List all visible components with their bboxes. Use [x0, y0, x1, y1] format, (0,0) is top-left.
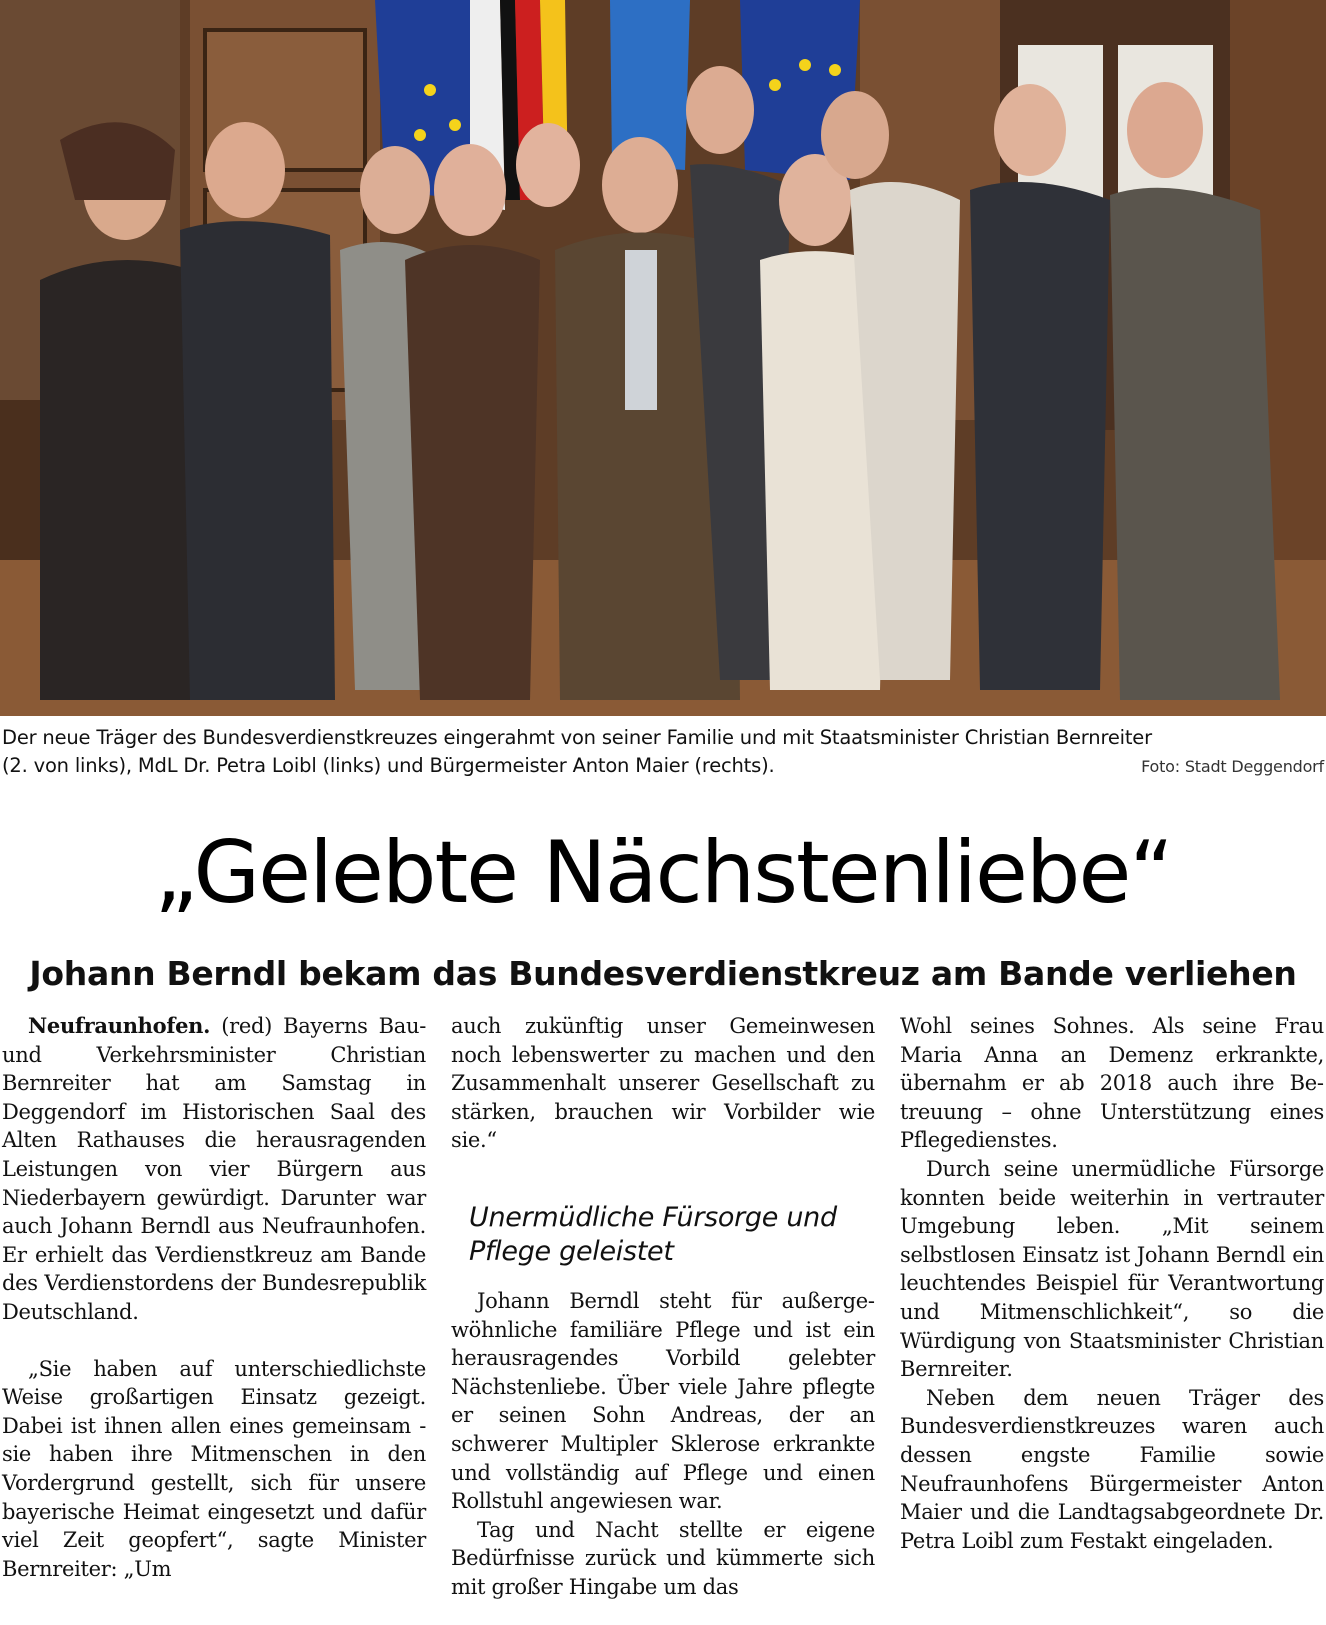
paragraph-8: Neben dem neuen Träger des Bundesverdienstkreuzes waren auch dessen engste Familie sowie Neufraunhofens Bürgermeister Anton Maier und die Landtagsabgeordnete Dr. Petra Loibl zum Festakt eingeladen.	[900, 1385, 1324, 1553]
photo-caption	[2, 724, 1324, 781]
subheadline: Johann Berndl bekam das Bundesverdienstkreuz am Bande verliehen	[29, 954, 1297, 993]
paragraph-1	[2, 1012, 426, 1327]
caption-line-1: Der neue Träger des Bundesverdienstkreuzes eingerahmt von seiner Familie und mit Staatsminister Christian Bernreiter	[2, 726, 1152, 749]
paragraph-4: Johann Berndl steht für außergewöhnliche familiäre Pflege und ist ein herausragendes Vorbild gelebter Nächstenliebe. Über viele Jahre pflegte er seinen Sohn Andreas, der an schwerer Multipler Sklerose erkrankte und vollständig auf Pflege und einen Rollstuhl angewiesen war.	[451, 1288, 875, 1514]
article-column-3	[900, 1012, 1324, 1555]
paragraph-1-text: (red) Bayerns Bau- und Verkehrsminister Christian Bernreiter hat am Samstag in Deggendorf im Historischen Saal des Alten Rathauses die herausragenden Leistungen von vier Bürgern aus Niederbayern gewürdigt. Darunter war auch Johann Berndl aus Neufraunhofen. Er erhielt das Verdienstkreuz am Bande des Verdienstordens der Bundesrepublik Deutschland.	[2, 1014, 426, 1324]
paragraph-5: Tag und Nacht stellte er eigene Bedürfnisse zurück und kümmerte sich mit großer Hingabe um das	[451, 1517, 875, 1599]
section-subtitle: Unermüdliche Fürsorge und Pflege geleistet	[469, 1201, 837, 1267]
caption-line-2: (2. von links), MdL Dr. Petra Loibl (links) und Bürgermeister Anton Maier (rechts).	[2, 754, 775, 777]
paragraph-3: auch zukünftig unser Gemeinwesen noch lebenswerter zu machen und den Zusammenhalt unserer Gesellschaft zu stärken, brauchen wir Vorbilder wie sie.“	[451, 1014, 875, 1153]
article-column-2	[451, 1012, 875, 1602]
headline: „Gelebte Nächstenliebe“	[154, 823, 1172, 923]
photo-credit: Foto: Stadt Deggendorf	[1141, 757, 1324, 776]
paragraph-7: Durch seine unermüdliche Fürsorge konnten beide weiterhin in vertrauter Umgebung leben. „Mit seinem selbstlosen Einsatz ist Johann Berndl ein leuchtendes Beispiel für Verantwortung und Mitmenschlichkeit“, so die Würdigung von Staatsminister Christian Bernreiter.	[900, 1156, 1324, 1382]
dateline: Neufraunhofen.	[28, 1013, 211, 1038]
paragraph-6: Wohl seines Sohnes. Als seine Frau Maria Anna an Demenz erkrankte, übernahm er ab 2018 auch ihre Betreuung – ohne Unterstützung eines Pflegedienstes.	[900, 1014, 1324, 1153]
group-photo	[0, 0, 1326, 716]
paragraph-2: „Sie haben auf unterschiedlichste Weise großartigen Einsatz gezeigt. Dabei ist ihnen allen eines gemeinsam - sie haben ihre Mitmenschen in den Vordergrund gestellt, sich für unsere bayerische Heimat eingesetzt und dafür viel Zeit geopfert“, sagte Minister Bernreiter: „Um	[2, 1356, 426, 1581]
group-photo-icon	[0, 0, 1326, 716]
article-column-1	[2, 1012, 426, 1583]
caption-line-2-row	[2, 752, 1324, 781]
